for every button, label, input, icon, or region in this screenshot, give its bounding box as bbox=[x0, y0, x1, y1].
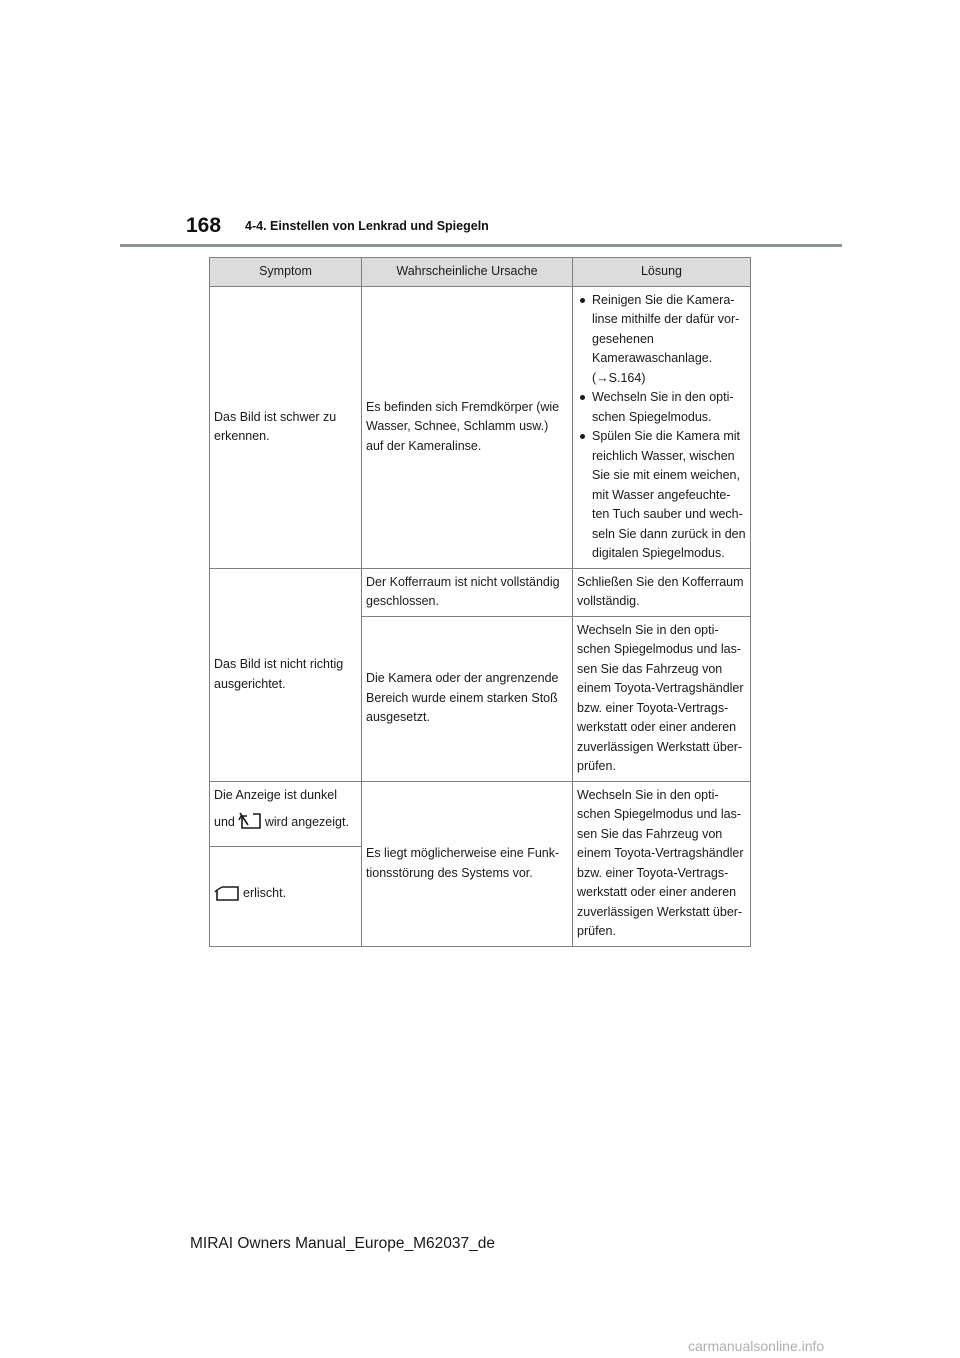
watermark-text: carmanualsonline.info bbox=[688, 1338, 825, 1354]
solution-text: einem Toyota-Vertragshändler bbox=[577, 846, 744, 860]
solution-text: Reinigen Sie die Kamera- bbox=[592, 292, 735, 307]
cause-text: Die Kamera oder der angrenzende bbox=[366, 671, 559, 686]
solution-cell bbox=[573, 286, 751, 568]
symptom-text-with-icon bbox=[214, 884, 358, 908]
solution-text: sen Sie das Fahrzeug von bbox=[577, 661, 723, 676]
solution-text: Schließen Sie den Kofferraum bbox=[577, 574, 744, 589]
table-header-row bbox=[210, 258, 751, 287]
solution-item bbox=[577, 427, 747, 564]
solution-text: schen Spiegelmodus. bbox=[592, 409, 712, 424]
symptom-text: Die Anzeige ist dunkel bbox=[214, 787, 337, 802]
column-header-solution: Lösung bbox=[573, 258, 751, 287]
solution-text: reichlich Wasser, wischen bbox=[592, 448, 735, 463]
cause-text: Bereich wurde einem starken Stoß bbox=[366, 690, 558, 705]
symptom-text: ausgerichtet. bbox=[214, 676, 286, 691]
solution-text: schen Spiegelmodus und las- bbox=[577, 807, 741, 821]
solution-text: ten Tuch sauber und wech- bbox=[592, 507, 743, 521]
cause-cell bbox=[362, 568, 573, 616]
solution-text: werkstatt oder einer anderen bbox=[577, 885, 737, 899]
cause-text: Der Kofferraum ist nicht vollständig bbox=[366, 574, 560, 589]
cause-text: Es liegt möglicherweise eine Funk- bbox=[366, 846, 560, 860]
table-row bbox=[210, 568, 751, 616]
cause-cell bbox=[362, 616, 573, 781]
section-title: 4-4. Einstellen von Lenkrad und Spiegeln bbox=[245, 219, 489, 233]
symptom-text-with-icon bbox=[214, 811, 358, 837]
solution-text: schen Spiegelmodus und las- bbox=[577, 642, 741, 656]
solution-text: Wechseln Sie in den opti- bbox=[577, 622, 719, 637]
solution-text: Sie sie mit einem weichen, bbox=[592, 468, 740, 482]
cause-text: ausgesetzt. bbox=[366, 710, 430, 725]
symptom-text: Das Bild ist nicht richtig bbox=[214, 657, 344, 671]
solution-text: seln Sie dann zurück in den bbox=[592, 526, 746, 541]
solution-list bbox=[577, 291, 747, 564]
solution-text: zuverlässigen Werkstatt über- bbox=[577, 739, 743, 754]
solution-cell bbox=[573, 568, 751, 616]
solution-text: zuverlässigen Werkstatt über- bbox=[577, 904, 743, 919]
cause-text: Wasser, Schnee, Schlamm usw.) bbox=[366, 419, 549, 434]
symptom-text: erkennen. bbox=[214, 429, 270, 443]
solution-cell bbox=[573, 616, 751, 781]
column-header-symptom: Symptom bbox=[210, 258, 362, 287]
cause-cell bbox=[362, 286, 573, 568]
cause-text: auf der Kameralinse. bbox=[366, 438, 482, 453]
solution-text: Kamerawaschanlage. bbox=[592, 351, 713, 365]
symptom-text: erlischt. bbox=[243, 886, 287, 901]
bullet-icon bbox=[580, 298, 585, 303]
symptom-text: wird angezeigt. bbox=[264, 815, 349, 829]
cause-text: tionsstörung des Systems vor. bbox=[366, 865, 533, 880]
solution-text: gesehenen bbox=[592, 331, 654, 346]
solution-text: einem Toyota-Vertragshändler bbox=[577, 681, 744, 695]
solution-item bbox=[577, 388, 747, 427]
solution-text: prüfen. bbox=[577, 759, 616, 773]
solution-text: sen Sie das Fahrzeug von bbox=[577, 826, 723, 841]
cause-text: Es befinden sich Fremdkörper (wie bbox=[366, 399, 560, 414]
solution-text: bzw. einer Toyota-Vertrags- bbox=[577, 865, 729, 880]
symptom-cell bbox=[210, 286, 362, 568]
camera-warning-icon bbox=[238, 811, 262, 837]
solution-text: Wechseln Sie in den opti- bbox=[577, 787, 719, 802]
camera-status-icon bbox=[214, 885, 240, 908]
solution-text: mit Wasser angefeuchte- bbox=[592, 487, 731, 502]
symptom-cell bbox=[210, 568, 362, 781]
solution-text: digitalen Spiegelmodus. bbox=[592, 546, 725, 560]
table-row bbox=[210, 781, 751, 846]
symptom-table bbox=[209, 257, 751, 947]
solution-text: bzw. einer Toyota-Vertrags- bbox=[577, 700, 729, 715]
solution-text: Spülen Sie die Kamera mit bbox=[592, 429, 740, 443]
table-row bbox=[210, 286, 751, 568]
solution-text: prüfen. bbox=[577, 924, 616, 938]
bullet-icon bbox=[580, 434, 585, 439]
solution-item bbox=[577, 291, 747, 389]
symptom-cell bbox=[210, 781, 362, 846]
solution-text: Wechseln Sie in den opti- bbox=[592, 390, 734, 404]
cause-cell bbox=[362, 781, 573, 946]
solution-cell bbox=[573, 781, 751, 946]
solution-text: vollständig. bbox=[577, 594, 640, 608]
page-number: 168 bbox=[186, 214, 222, 237]
column-header-cause: Wahrscheinliche Ursache bbox=[362, 258, 573, 287]
cause-text: geschlossen. bbox=[366, 594, 439, 608]
manual-footer: MIRAI Owners Manual_Europe_M62037_de bbox=[190, 1235, 496, 1252]
symptom-cell bbox=[210, 846, 362, 946]
solution-text: linse mithilfe der dafür vor- bbox=[592, 312, 740, 326]
bullet-icon bbox=[580, 395, 585, 400]
symptom-text: und bbox=[214, 815, 235, 829]
page-reference-link[interactable]: (→S.164) bbox=[592, 370, 646, 385]
symptom-text: Das Bild ist schwer zu bbox=[214, 409, 337, 424]
solution-text: werkstatt oder einer anderen bbox=[577, 720, 737, 734]
header-rule bbox=[120, 244, 842, 247]
